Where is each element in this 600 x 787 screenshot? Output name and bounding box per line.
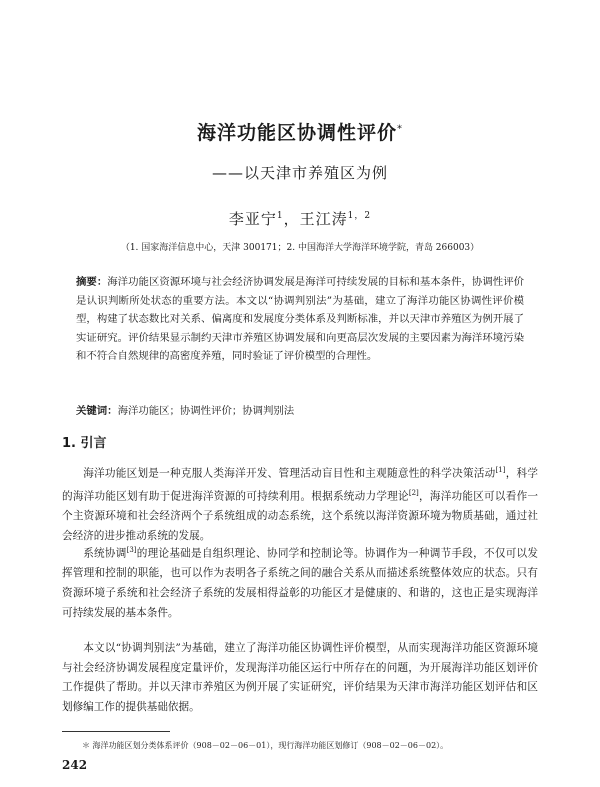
paragraph-text: 海洋功能区划是一种克服人类海洋开发、管理活动盲目性和主观随意性的科学决策活动 (83, 467, 496, 480)
paper-title (0, 118, 600, 145)
author-affiliation-mark: 1，2 (347, 211, 372, 221)
paper-subtitle: ——以天津市养殖区为例 (211, 164, 388, 182)
paragraph-text: ，科学的海洋功能区划有助于促进海洋资源的可持续利用。根据系统动力学理论 (62, 467, 539, 503)
page-number: 242 (62, 758, 88, 772)
abstract-label: 摘要： (76, 276, 108, 288)
abstract-text: 海洋功能区资源环境与社会经济协调发展是海洋可持续发展的目标和基本条件，协调性评价是认识判断所处状态的重要方法。本文以“协调判别法”为基础，建立了海洋功能区协调性评价模型，构建了状态数比对关系、偏离度和发展度分类体系及判断标准，并以天津市养殖区为例开展了实证研究。评价结果显示制约天津市养殖区协调发展和向更高层次发展的主要因素为海洋环境污染和不符合自然规律的高密度养殖，同时验证了评价模型的合理性。 (76, 276, 525, 363)
section-heading (62, 432, 107, 451)
title-footnote-mark: * (397, 123, 403, 135)
author-line (0, 208, 600, 229)
body-paragraph (62, 461, 538, 547)
keywords-block (76, 402, 524, 420)
paragraph-text: 的理论基础是自组织理论、协同学和控制论等。协调作为一种调节手段，不仅可以发挥管理和控制的职能，也可以作为表明各子系统之间的融合关系从而描述系统整体效应的状态。只有资源环境子系统和社会经济子系统的发展相得益彰的功能区才是健康的、和谐的，这也正是实现海洋可持续发展的基本条件。 (62, 547, 538, 619)
citation: [1] (495, 466, 506, 474)
citation: [2] (408, 489, 419, 498)
author-name: 李亚宁 (228, 210, 277, 228)
section-number: 1. (62, 436, 76, 451)
body-paragraph (62, 541, 538, 623)
footnote: ＊ 海洋功能区划分类体系评价（908－02－06－01），现行海洋功能区划修订（908－02－06－02）。 (82, 741, 449, 750)
author-separator: ， (283, 210, 300, 228)
body-paragraph: 本文以“协调判别法”为基础，建立了海洋功能区协调性评价模型，从而实现海洋功能区资源环境与社会经济协调发展程度定量评价，发现海洋功能区运行中所存在的问题，为开展海洋功能区划评价工作提供了帮助。并以天津市养殖区为例开展了实证研究，评价结果为天津市海洋功能区划评估和区划修编工作的提供基础依据。 (62, 642, 538, 714)
keywords-label: 关键词： (76, 405, 118, 417)
keywords-text: 海洋功能区；协调性评价；协调判别法 (117, 405, 295, 417)
paragraph-text: 系统协调 (83, 547, 127, 560)
title-text: 海洋功能区协调性评价 (196, 122, 397, 144)
citation: [3] (126, 546, 137, 554)
abstract-block (76, 273, 524, 366)
author-name: 王江涛 (299, 210, 348, 228)
section-title: 引言 (80, 436, 107, 451)
paragraph-text: ，海洋功能区可以看作一个主资源环境和社会经济两个子系统组成的动态系统，这个系统以海洋资源环境为物质基础，通过社会经济的进步推动系统的发展。 (62, 490, 539, 543)
author-affiliation-mark: 1 (276, 211, 284, 221)
footnote-divider (62, 731, 170, 732)
affiliation: （1. 国家海洋信息中心，天津 300171；2. 中国海洋大学海洋环境学院，青岛 266003） (120, 243, 480, 253)
